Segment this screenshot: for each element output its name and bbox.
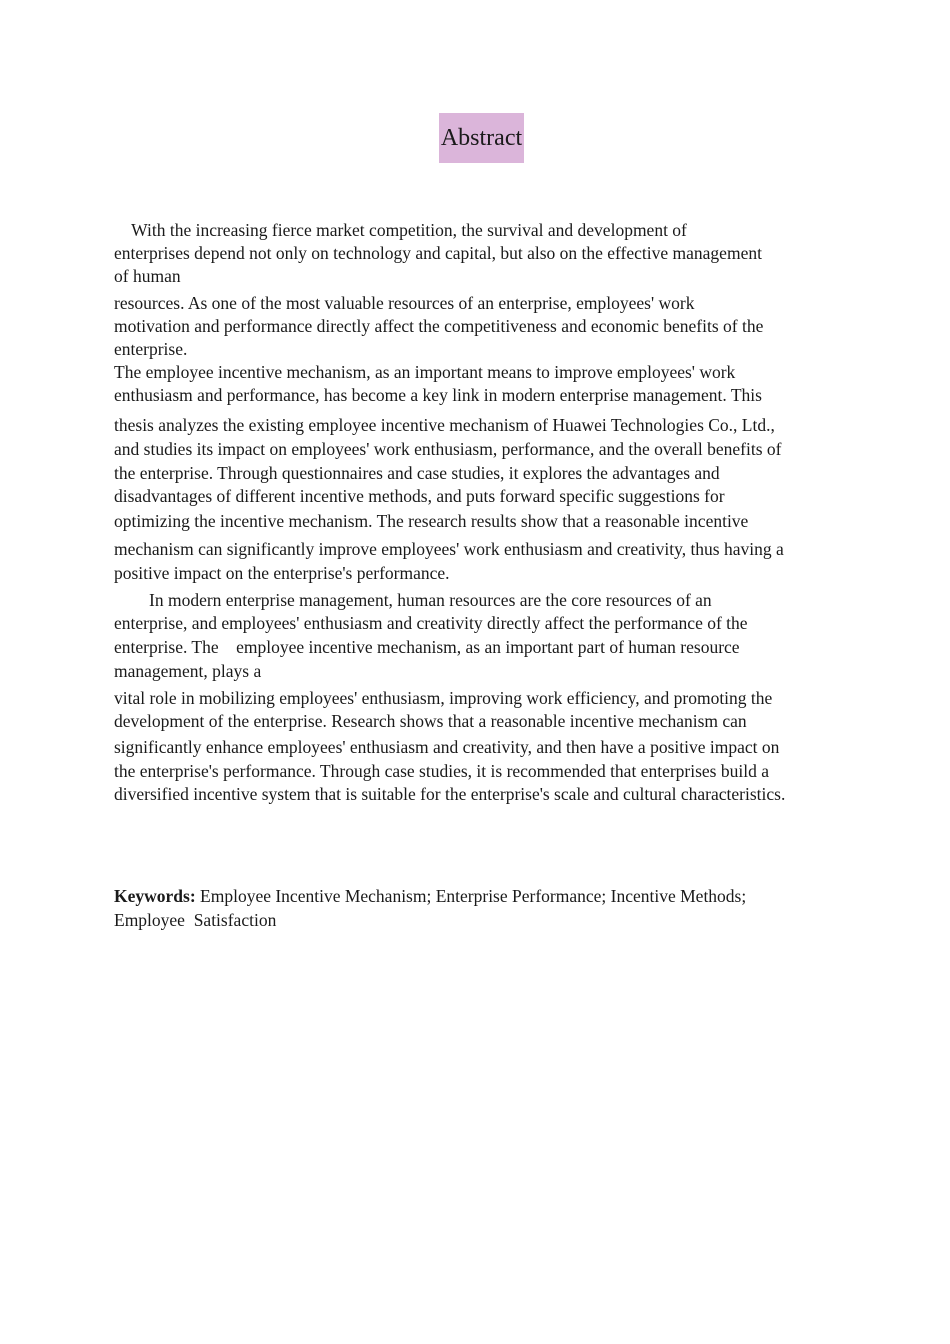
body-line: optimizing the incentive mechanism. The research results show that a reasonable incentive	[114, 511, 749, 531]
body-line: vital role in mobilizing employees' enthusiasm, improving work efficiency, and promoting the	[114, 688, 773, 708]
body-line: of human	[114, 266, 181, 286]
body-line: enterprise. The employee incentive mechanism, as an important part of human resource	[114, 637, 740, 657]
title-container	[0, 113, 950, 163]
body-line: disadvantages of different incentive methods, and puts forward specific suggestions for	[114, 486, 725, 506]
keywords-text-1: Employee Incentive Mechanism; Enterprise Performance; Incentive Methods;	[195, 886, 747, 906]
body-line: In modern enterprise management, human resources are the core resources of an	[114, 590, 712, 610]
body-line: significantly enhance employees' enthusiasm and creativity, and then have a positive impact on	[114, 737, 780, 757]
body-line: diversified incentive system that is suitable for the enterprise's scale and cultural characteristics.	[114, 784, 786, 804]
body-line: the enterprise's performance. Through case studies, it is recommended that enterprises build a	[114, 761, 769, 781]
body-line: the enterprise. Through questionnaires and case studies, it explores the advantages and	[114, 463, 720, 483]
body-line: enterprise.	[114, 339, 188, 359]
keywords-text-2: Employee Satisfaction	[114, 910, 277, 930]
body-line: enterprise, and employees' enthusiasm and creativity directly affect the performance of the	[114, 613, 748, 633]
body-line: mechanism can significantly improve employees' work enthusiasm and creativity, thus having a	[114, 539, 784, 559]
body-line: The employee incentive mechanism, as an important means to improve employees' work	[114, 362, 736, 382]
body-line: management, plays a	[114, 661, 262, 681]
body-line: enthusiasm and performance, has become a key link in modern enterprise management. This	[114, 385, 762, 405]
abstract-title: Abstract	[439, 113, 524, 163]
body-line: thesis analyzes the existing employee incentive mechanism of Huawei Technologies Co., Ltd.,	[114, 415, 775, 435]
body-line: development of the enterprise. Research shows that a reasonable incentive mechanism can	[114, 711, 747, 731]
keywords-line-1	[114, 885, 746, 907]
body-line: resources. As one of the most valuable resources of an enterprise, employees' work	[114, 293, 695, 313]
body-line: enterprises depend not only on technology and capital, but also on the effective management	[114, 243, 762, 263]
body-line: With the increasing fierce market competition, the survival and development of	[114, 220, 687, 240]
body-line: motivation and performance directly affect the competitiveness and economic benefits of the	[114, 316, 764, 336]
body-line: positive impact on the enterprise's performance.	[114, 563, 450, 583]
keywords-line-2	[114, 909, 276, 931]
body-line: and studies its impact on employees' work enthusiasm, performance, and the overall benefits of	[114, 439, 782, 459]
keywords-label: Keywords:	[114, 886, 196, 906]
